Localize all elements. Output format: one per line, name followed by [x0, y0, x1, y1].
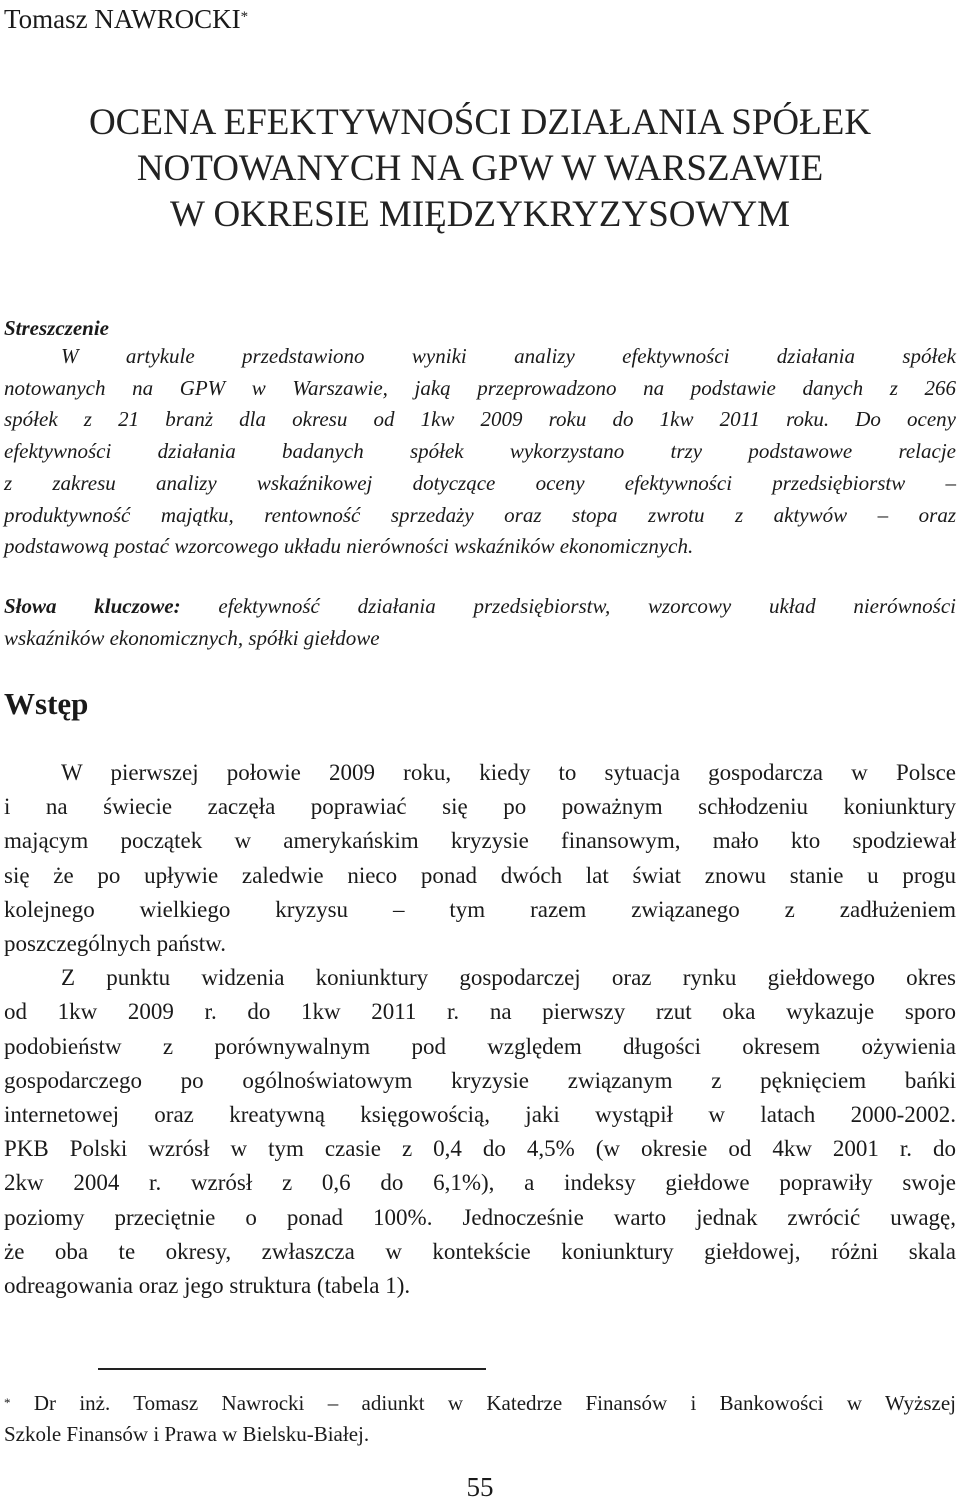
body-line: i na świecie zaczęła poprawiać się po poważnym schłodzeniu koniunktury	[4, 794, 956, 820]
footnote-separator	[98, 1368, 486, 1370]
footnote-line	[4, 1388, 956, 1419]
body-line: W pierwszej połowie 2009 roku, kiedy to sytuacja gospodarcza w Polsce	[61, 760, 956, 785]
author-name-text: Tomasz NAWROCKI	[4, 4, 241, 34]
footnote	[4, 1388, 956, 1450]
title-line: W OKRESIE MIĘDZYKRYZYSOWYM	[169, 194, 791, 235]
body-line: mającym początek w amerykańskim kryzysie finansowym, mało kto spodziewał	[4, 828, 956, 854]
abstract-text	[4, 341, 956, 563]
abstract-line: spółek z 21 branż dla okresu od 1kw 2009 roku do 1kw 2011 roku. Do oceny	[4, 407, 956, 432]
abstract-line: W artykule przedstawiono wyniki analizy efektywności działania spółek	[61, 344, 956, 368]
page-number: 55	[466, 1472, 494, 1502]
footnote-marker: *	[4, 1395, 11, 1410]
body-line: od 1kw 2009 r. do 1kw 2011 r. na pierwszy rzut oka wykazuje sporo	[4, 999, 956, 1025]
body-line: się że po upływie zaledwie nieco ponad dwóch lat świat znowu stanie u progu	[4, 862, 956, 888]
abstract-heading: Streszczenie	[4, 316, 109, 340]
footnote-text: Dr inż. Tomasz Nawrocki – adiunkt w Katedrze Finansów i Bankowości w Wyższej	[33, 1391, 956, 1415]
body-line: poziomy przeciętnie o ponad 100%. Jednocześnie warto jednak zwrócić uwagę,	[4, 1204, 956, 1230]
body-line: odreagowania oraz jego struktura (tabela 1).	[4, 1273, 411, 1299]
keywords-label: Słowa kluczowe:	[4, 594, 181, 618]
abstract-line: notowanych na GPW w Warszawie, jaką przeprowadzono na podstawie danych z 266	[4, 375, 956, 400]
author-footnote-marker: *	[240, 9, 249, 25]
body-text	[4, 756, 956, 1303]
abstract-line: z zakresu analizy wskaźnikowej dotyczące oceny efektywności przedsiębiorstw –	[4, 470, 956, 495]
keywords-line: wskaźników ekonomicznych, spółki giełdowe	[4, 625, 380, 650]
abstract-line: efektywności działania badanych spółek wykorzystano trzy podstawowe relacje	[4, 439, 956, 464]
body-line: internetowej oraz kreatywną księgowością, jaki wystąpił w latach 2000-2002.	[4, 1102, 956, 1128]
keywords	[4, 591, 956, 654]
keywords-text: efektywność działania przedsiębiorstw, wzorcowy układ nierówności	[218, 594, 957, 618]
keywords-line	[4, 591, 956, 623]
section-heading: Wstęp	[4, 686, 89, 721]
body-line: podobieństw z porównywalnym pod względem długości okresem ożywienia	[4, 1033, 956, 1059]
abstract-line: podstawową postać wzorcowego układu nierówności wskaźników ekonomicznych.	[4, 534, 694, 559]
body-line: poszczególnych państw.	[4, 931, 227, 957]
abstract-line: produktywność majątku, rentowność sprzedaży oraz stopa zwrotu z aktywów – oraz	[4, 502, 956, 527]
body-line: kolejnego wielkiego kryzysu – tym razem związanego z zadłużeniem	[4, 896, 956, 922]
author-name	[4, 2, 248, 36]
body-line: PKB Polski wzrósł w tym czasie z 0,4 do 4,5% (w okresie od 4kw 2001 r. do	[4, 1136, 956, 1162]
body-line: że oba te okresy, zwłaszcza w kontekście koniunktury giełdowej, różni skala	[4, 1238, 956, 1264]
title-line: NOTOWANYCH NA GPW W WARSZAWIE	[136, 148, 824, 189]
body-line: Z punktu widzenia koniunktury gospodarczej oraz rynku giełdowego okres	[61, 965, 956, 991]
body-line: 2kw 2004 r. wzrósł z 0,6 do 6,1%), a indeksy giełdowe poprawiły swoje	[4, 1170, 956, 1196]
title-line: OCENA EFEKTYWNOŚCI DZIAŁANIA SPÓŁEK	[88, 102, 872, 143]
article-title	[0, 100, 960, 238]
footnote-line: Szkole Finansów i Prawa w Bielsku-Białej.	[4, 1422, 370, 1446]
body-line: gospodarczego po ogólnoświatowym kryzysie związanym z pęknięciem bańki	[4, 1067, 956, 1093]
